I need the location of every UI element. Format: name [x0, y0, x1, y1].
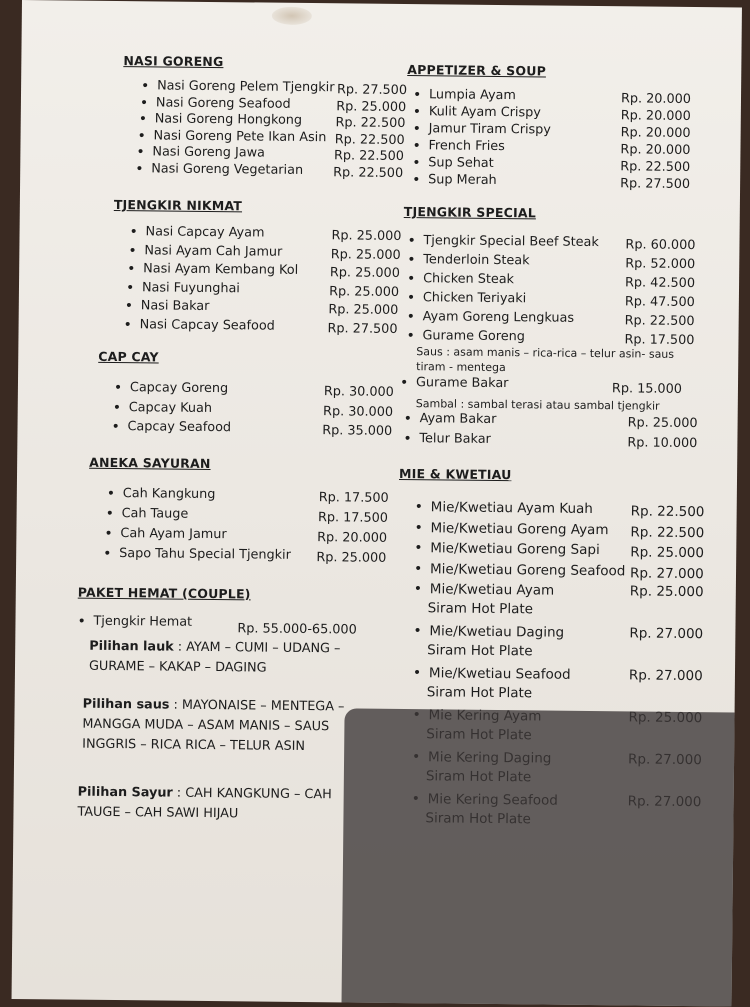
- list-item: [413, 580, 555, 599]
- list-item: [412, 137, 505, 156]
- section-title-nasi-goreng: NASI GORENG: [123, 53, 224, 70]
- bullet-icon: •: [412, 138, 421, 155]
- list-item: [106, 485, 216, 504]
- list-item: [414, 539, 600, 559]
- item-price: Rp. 22.500: [335, 115, 406, 132]
- item-price: Rp. 25.000: [627, 415, 698, 432]
- item-name: Tjengkir Hemat: [93, 613, 193, 630]
- item-name: Mie/Kwetiau Ayam Kuah: [430, 499, 594, 518]
- item-price: Rp. 22.500: [620, 159, 691, 176]
- list-item: [406, 289, 527, 308]
- item-price: Rp. 10.000: [627, 435, 698, 452]
- item-price: Rp. 22.500: [624, 313, 695, 330]
- item-price: Rp. 30.000: [323, 403, 394, 420]
- bullet-icon: •: [414, 519, 423, 536]
- bullet-icon: •: [129, 224, 138, 241]
- item-name: Capcay Seafood: [127, 419, 232, 436]
- bullet-icon: •: [127, 261, 136, 278]
- bullet-icon: •: [412, 121, 422, 138]
- bullet-icon: •: [403, 411, 412, 428]
- item-name: Mie/Kwetiau Ayam: [429, 581, 555, 599]
- item-price: Rp. 25.000: [629, 583, 704, 601]
- bullet-icon: •: [413, 560, 423, 577]
- item-name: Mie/Kwetiau Seafood: [428, 665, 571, 683]
- item-price: Rp. 20.000: [620, 108, 691, 125]
- pilihan-lauk: [89, 637, 389, 680]
- bullet-icon: •: [125, 279, 135, 296]
- bullet-icon: •: [406, 328, 415, 345]
- item-name: Kulit Ayam Crispy: [428, 104, 541, 121]
- pilihan-saus: [82, 695, 383, 758]
- item-price: Rp. 15.000: [611, 381, 682, 397]
- item-name: Gurame Bakar: [415, 375, 509, 392]
- item-name: Sup Sehat: [428, 155, 494, 171]
- list-item: [412, 154, 494, 173]
- item-name: Chicken Steak: [423, 271, 515, 288]
- list-item: [123, 316, 275, 335]
- option-text: : MAYONAISE – MENTEGA – MANGGA MUDA – ASAM MANIS – SAUS INGGRIS – RICA RICA – TELUR ASIN: [82, 697, 345, 755]
- item-name: Nasi Ayam Kembang Kol: [143, 261, 299, 278]
- bullet-icon: •: [407, 271, 416, 288]
- item-price: Rp. 20.000: [317, 530, 388, 546]
- item-name: Nasi Goreng Vegetarian: [151, 160, 304, 178]
- list-item: [112, 399, 213, 418]
- section-title-mie-kwetiau: MIE & KWETIAU: [398, 465, 512, 483]
- option-text: : AYAM – CUMI – UDANG – GURAME – KAKAP – DAGING: [88, 639, 341, 676]
- list-item: [77, 613, 193, 632]
- pilihan-sayur: [77, 783, 377, 826]
- item-price: Rp. 25.000: [316, 550, 387, 566]
- item-name: Sup Merah: [428, 172, 497, 188]
- section-title-tjengkir-special: TJENGKIR SPECIAL: [403, 204, 537, 221]
- item-price: Rp. 17.500: [317, 510, 388, 526]
- list-item: [407, 232, 599, 252]
- item-name: Nasi Goreng Pelem Tjengkir: [157, 78, 335, 96]
- bullet-icon: •: [113, 379, 123, 397]
- left-column: [77, 1, 414, 822]
- item-price: Rp. 22.500: [333, 148, 404, 165]
- bullet-icon: •: [412, 665, 422, 682]
- item-price: Rp. 55.000-65.000: [237, 621, 357, 638]
- item-subline: Siram Hot Plate: [427, 642, 533, 660]
- item-name: Lumpia Ayam: [428, 87, 516, 104]
- item-price: Rp. 17.500: [318, 490, 389, 506]
- item-price: Rp. 20.000: [620, 125, 691, 142]
- option-label: Pilihan lauk: [89, 638, 174, 655]
- menu-page: [12, 0, 742, 1006]
- item-name: Tjengkir Special Beef Steak: [423, 233, 599, 251]
- item-subline: Siram Hot Plate: [427, 600, 534, 618]
- list-item: [104, 525, 227, 544]
- list-item: [407, 270, 515, 289]
- list-item: [412, 171, 497, 190]
- bullet-icon: •: [412, 172, 421, 189]
- list-item: [113, 379, 229, 398]
- item-price: Rp. 27.000: [628, 667, 703, 685]
- list-item: [103, 545, 291, 565]
- item-name: Nasi Ayam Cah Jamur: [144, 242, 283, 260]
- list-item: [111, 418, 232, 437]
- list-item: [399, 374, 509, 393]
- bullet-icon: •: [413, 623, 422, 640]
- list-item: [135, 160, 304, 180]
- stain-mark: [272, 7, 312, 25]
- item-name: Nasi Capcay Ayam: [145, 224, 265, 241]
- bullet-icon: •: [412, 104, 422, 121]
- item-price: Rp. 47.500: [624, 294, 695, 311]
- list-item: [403, 430, 491, 449]
- bullet-icon: •: [412, 87, 422, 104]
- option-label: Pilihan saus: [82, 696, 170, 713]
- item-name: Capcay Goreng: [129, 380, 229, 397]
- item-name: Nasi Goreng Pete Ikan Asin: [153, 127, 327, 145]
- list-item: [124, 297, 210, 316]
- bullet-icon: •: [407, 252, 416, 269]
- item-price: Rp. 25.000: [328, 302, 399, 318]
- section-title-cap-cay: CAP CAY: [98, 348, 159, 365]
- bullet-icon: •: [412, 155, 421, 172]
- list-item: [125, 279, 240, 298]
- item-name: Mie/Kwetiau Goreng Ayam: [430, 519, 609, 538]
- list-item: [105, 505, 189, 524]
- item-name: Cah Tauge: [121, 506, 189, 522]
- bullet-icon: •: [112, 399, 122, 416]
- bullet-icon: •: [413, 581, 423, 598]
- item-price: Rp. 25.000: [630, 544, 705, 562]
- nasi-goreng-list: [84, 1, 414, 181]
- bullet-icon: •: [137, 127, 146, 144]
- item-price: Rp. 25.000: [329, 265, 400, 281]
- list-item: [414, 519, 609, 539]
- bullet-icon: •: [406, 309, 416, 326]
- bullet-icon: •: [106, 485, 116, 503]
- item-name: Cah Ayam Jamur: [120, 526, 227, 543]
- bullet-icon: •: [105, 505, 114, 522]
- option-label: Pilihan Sayur: [77, 784, 173, 801]
- item-price: Rp. 27.500: [327, 320, 398, 337]
- item-price: Rp. 20.000: [620, 142, 691, 159]
- bullet-icon: •: [77, 613, 86, 630]
- item-name: Tenderloin Steak: [423, 252, 530, 269]
- item-name: Nasi Capcay Seafood: [139, 316, 275, 334]
- item-name: Nasi Fuyunghai: [141, 279, 240, 296]
- list-item: [129, 223, 265, 242]
- list-item: [414, 498, 594, 518]
- bullet-icon: •: [123, 316, 132, 333]
- item-price: Rp. 60.000: [625, 237, 696, 254]
- item-price: Rp. 27.500: [620, 176, 691, 193]
- item-name: Mie/Kwetiau Goreng Sapi: [430, 540, 600, 559]
- bullet-icon: •: [111, 418, 120, 436]
- item-price: Rp. 20.000: [620, 91, 692, 108]
- item-name: Nasi Goreng Jawa: [152, 144, 266, 161]
- list-item: [403, 410, 497, 429]
- bullet-icon: •: [403, 431, 412, 448]
- bullet-icon: •: [104, 525, 113, 542]
- item-price: Rp. 22.500: [333, 164, 404, 181]
- item-name: Capcay Kuah: [128, 399, 213, 416]
- item-name: Nasi Goreng Hongkong: [154, 111, 303, 128]
- item-price: Rp. 22.500: [334, 131, 405, 148]
- right-column: [398, 4, 726, 702]
- bullet-icon: •: [135, 160, 144, 177]
- bullet-icon: •: [406, 290, 416, 307]
- item-name: Cah Kangkung: [122, 486, 216, 503]
- list-item: [127, 260, 299, 280]
- item-price: Rp. 35.000: [322, 423, 393, 439]
- item-price: Rp. 22.500: [630, 503, 705, 521]
- item-price: Rp. 52.000: [625, 256, 696, 273]
- item-name: Telur Bakar: [419, 431, 491, 447]
- item-price: Rp. 30.000: [323, 384, 394, 400]
- bullet-icon: •: [124, 298, 134, 315]
- bullet-icon: •: [141, 78, 150, 95]
- list-item: [412, 86, 516, 105]
- bullet-icon: •: [407, 233, 416, 250]
- section-title-paket-hemat: PAKET HEMAT (COUPLE): [77, 584, 251, 602]
- list-item: [406, 308, 575, 328]
- item-price: Rp. 25.000: [336, 98, 407, 115]
- item-name: Mie/Kwetiau Daging: [429, 623, 565, 641]
- item-name: Ayam Bakar: [419, 411, 497, 427]
- item-price: Rp. 27.000: [629, 564, 704, 582]
- item-name: Gurame Goreng: [422, 328, 525, 345]
- item-name: Chicken Teriyaki: [422, 290, 527, 307]
- list-item: [128, 242, 283, 261]
- list-item: [412, 664, 571, 683]
- item-price: Rp. 42.500: [624, 275, 696, 292]
- item-subline: Siram Hot Plate: [426, 684, 533, 702]
- list-item: [413, 560, 626, 580]
- list-item: [413, 622, 565, 641]
- section-title-tjengkir-nikmat: TJENGKIR NIKMAT: [113, 196, 243, 214]
- item-name: Nasi Goreng Seafood: [155, 94, 291, 112]
- item-name: French Fries: [428, 138, 505, 155]
- section-title-aneka-sayuran: ANEKA SAYURAN: [89, 454, 211, 471]
- item-name: Jamur Tiram Crispy: [428, 121, 552, 138]
- item-price: Rp. 27.000: [629, 625, 704, 643]
- item-price: Rp. 25.000: [331, 228, 402, 244]
- bullet-icon: •: [399, 374, 409, 392]
- section-title-appetizer: APPETIZER & SOUP: [407, 62, 547, 79]
- bullet-icon: •: [103, 545, 112, 562]
- sambal-note: Sambal : sambal terasi atau sambal tjengkir: [415, 397, 660, 413]
- bullet-icon: •: [138, 111, 148, 128]
- option-text: : CAH KANGKUNG – CAH TAUGE – CAH SAWI HIJAU: [77, 785, 332, 822]
- item-price: Rp. 22.500: [630, 523, 705, 541]
- item-price: Rp. 25.000: [330, 246, 401, 263]
- bullet-icon: •: [414, 499, 424, 516]
- saus-note: Saus : asam manis – rica-rica – telur asin- saus tiram - mentega: [416, 345, 675, 375]
- item-price: Rp. 27.500: [336, 82, 408, 99]
- bullet-icon: •: [414, 540, 423, 557]
- item-name: Nasi Bakar: [140, 298, 210, 314]
- list-item: [407, 251, 530, 270]
- item-name: Ayam Goreng Lengkuas: [422, 309, 575, 326]
- item-name: Mie/Kwetiau Goreng Seafood: [429, 560, 626, 579]
- bullet-icon: •: [139, 94, 149, 111]
- shadow-overlay: [341, 708, 742, 1006]
- item-price: Rp. 25.000: [329, 283, 400, 300]
- bullet-icon: •: [136, 144, 145, 161]
- bullet-icon: •: [128, 242, 137, 259]
- item-name: Sapo Tahu Special Tjengkir: [119, 546, 291, 563]
- item-price: Rp. 17.500: [624, 332, 695, 349]
